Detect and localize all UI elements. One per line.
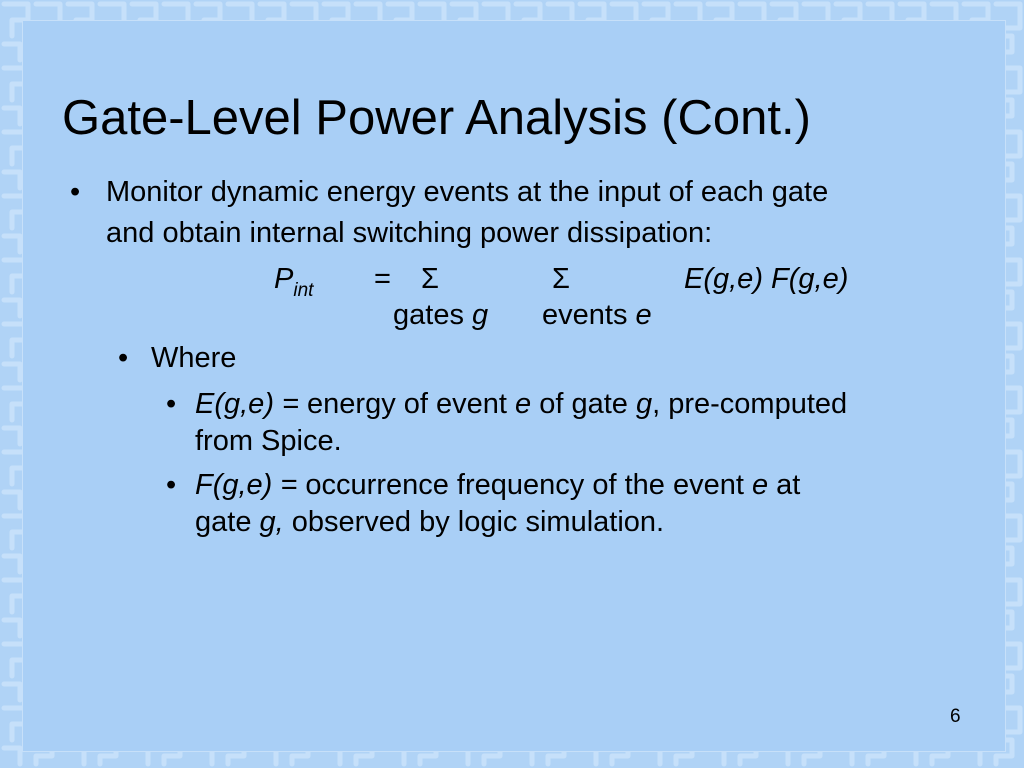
energy-definition-text [195, 386, 975, 460]
formula-p-int [274, 262, 313, 300]
formula-sigma-events: Σ [552, 263, 570, 295]
term-e: E(g,e) = [195, 388, 299, 420]
var-e: e [751, 469, 769, 501]
text-run: gate [195, 506, 260, 538]
events-label: events [542, 299, 628, 331]
text-run: of gate [531, 388, 636, 420]
energy-definition-line-2: from Spice. [195, 425, 342, 457]
page-number: 6 [950, 706, 961, 727]
energy-definition-line-1 [195, 386, 975, 423]
bullet-marker: • [118, 342, 129, 374]
gates-label: gates [393, 299, 464, 331]
var-g: g, [259, 506, 284, 538]
gates-var: g [472, 299, 489, 331]
bullet-line-2: and obtain internal switching power dissipation: [106, 217, 713, 249]
formula-equals: = [374, 263, 391, 295]
var-g: g [635, 388, 653, 420]
bullet-marker: • [166, 469, 177, 501]
events-var: e [635, 299, 652, 331]
frequency-definition-text [195, 467, 975, 541]
where-label: Where [151, 342, 237, 374]
term-f: F(g,e) = [195, 469, 298, 501]
frequency-definition-line-2 [195, 504, 975, 541]
var-e: e [515, 388, 532, 420]
slide-title: Gate-Level Power Analysis (Cont.) [62, 91, 811, 145]
formula-p: P [274, 263, 294, 295]
text-run: at [768, 469, 801, 501]
formula-p-subscript: int [293, 280, 314, 301]
formula-gates-index [393, 298, 488, 332]
frequency-definition-line-1 [195, 467, 975, 504]
text-run: observed by logic simulation. [283, 506, 665, 538]
formula-events-index [542, 298, 652, 332]
formula-term: E(g,e) F(g,e) [684, 263, 849, 295]
bullet-line-1: Monitor dynamic energy events at the input of each gate [106, 176, 829, 208]
bullet-text [106, 172, 966, 254]
text-run: energy of event [298, 388, 515, 420]
bullet-marker: • [166, 388, 177, 420]
text-run: , pre-computed [652, 388, 848, 420]
bullet-marker: • [70, 176, 81, 208]
text-run: occurrence frequency of the event [297, 469, 752, 501]
formula-sigma-gates: Σ [421, 263, 439, 295]
